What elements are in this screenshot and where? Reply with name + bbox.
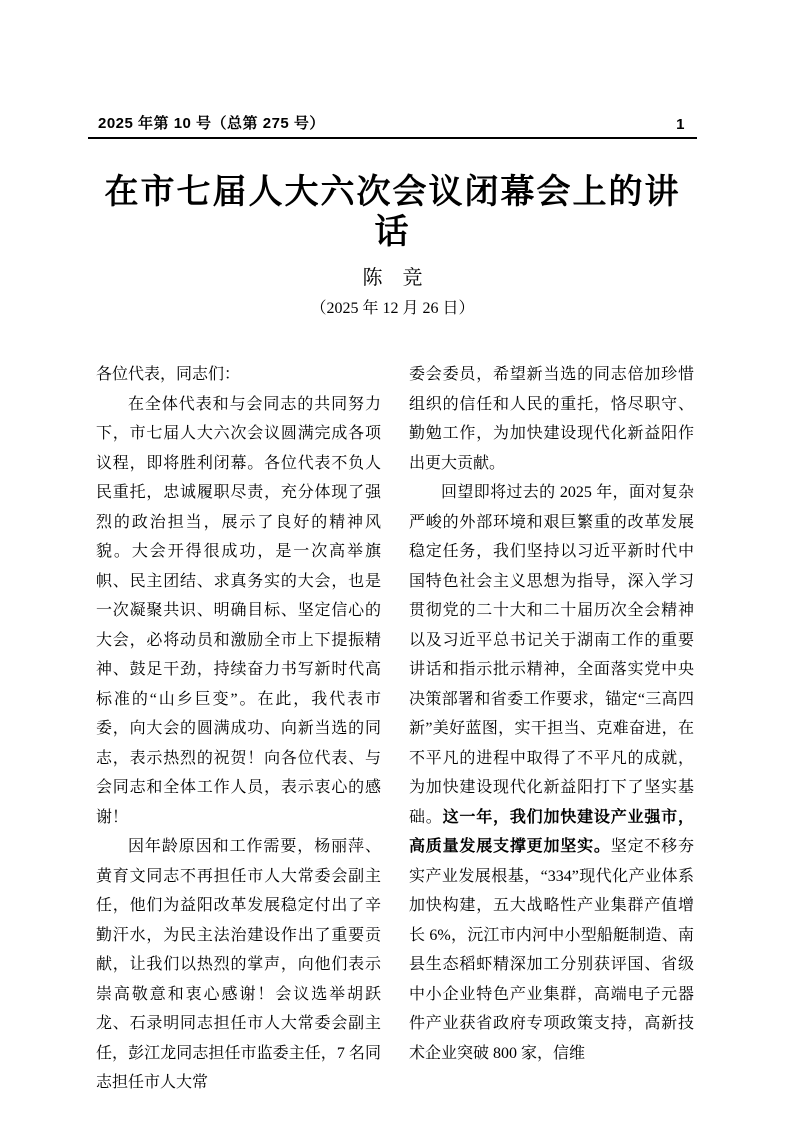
page-header <box>88 112 697 139</box>
article-body <box>96 360 697 1098</box>
paragraph-text: 回望即将过去的 2025 年，面对复杂严峻的外部环境和艰巨繁重的改革发展稳定任务，我们坚持以习近平新时代中国特色社会主义思想为指导，深入学习贯彻党的二十大和二十届历次全会精神以及习近平总书记关于湖南工作的重要讲话和指示批示精神，全面落实党中央决策部署和省委工作要求，锚定“三高四新”美好蓝图，实干担当、克难奋进，在不平凡的进程中取得了不平凡的成就，为加快建设现代化新益阳打下了坚实基础。 <box>409 484 694 826</box>
bold-emphasis-text: 这一年，我们加快建设产业强市，高质量发展支撑更加坚实。 <box>409 808 694 855</box>
paragraph-salutation <box>96 360 381 390</box>
right-column <box>409 360 694 1098</box>
paragraph-text: 坚定不移夯实产业发展根基，“334”现代化产业体系加快构建，五大战略性产业集群产值增长 6%，沅江市内河中小型船艇制造、南县生态稻虾精深加工分别获评国、省级中小企业特色产业集群，高端电子元器件产业获省政府专项政策支持，高新技术企业突破 800 家，信维 <box>409 838 694 1062</box>
author-name: 陈 竞 <box>362 267 423 289</box>
paragraph <box>96 390 381 833</box>
document-date: （2025 年 12 月 26 日） <box>310 300 475 317</box>
paragraph-text: 在全体代表和与会同志的共同努力下，市七届人大六次会议圆满完成各项议程，即将胜利闭幕。各位代表不负人民重托，忠诚履职尽责，充分体现了强烈的政治担当，展示了良好的精神风貌。大会开得很成功，是一次高举旗帜、民主团结、求真务实的大会，也是一次凝聚共识、明确目标、坚定信心的大会，必将动员和激励全市上下提振精神、鼓足干劲，持续奋力书写新时代高标准的“山乡巨变”。在此，我代表市委，向大会的圆满成功、向新当选的同志，表示热烈的祝贺！向各位代表、与会同志和全体工作人员，表示衷心的感谢！ <box>96 395 381 826</box>
page-number: 1 <box>676 116 685 133</box>
paragraph-continuation <box>409 360 694 478</box>
paragraph <box>409 478 694 1068</box>
paragraph-text: 各位代表，同志们： <box>96 366 241 383</box>
paragraph-text: 因年龄原因和工作需要，杨丽萍、黄育文同志不再担任市人大常委会副主任，他们为益阳改革发展稳定付出了辛勤汗水，为民主法治建设作出了重要贡献，让我们以热烈的掌声，向他们表示崇高敬意和衷心感谢！会议选举胡跃龙、石录明同志担任市人大常委会副主任，彭江龙同志担任市监委主任，7 名同志担任市人大常 <box>96 838 381 1091</box>
paragraph-text: 委会委员，希望新当选的同志倍加珍惜组织的信任和人民的重托，恪尽职守、勤勉工作，为加快建设现代化新益阳作出更大贡献。 <box>409 366 694 472</box>
paragraph <box>96 832 381 1098</box>
left-column <box>96 360 381 1098</box>
issue-number: 2025 年第 10 号（总第 275 号） <box>98 115 325 132</box>
document-title: 在市七届人大六次会议闭幕会上的讲话 <box>104 174 681 251</box>
